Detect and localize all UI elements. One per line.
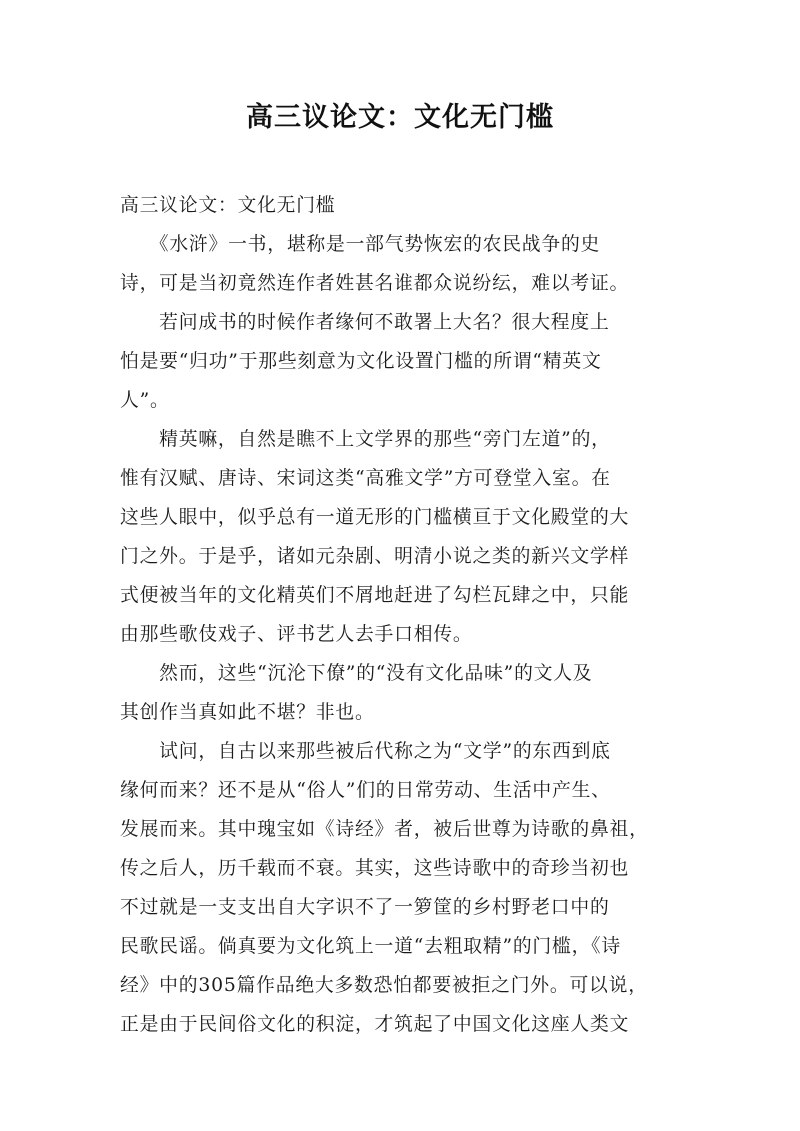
text-line: 诗，可是当初竟然连作者姓甚名谁都众说纷纭，难以考证。 (120, 273, 630, 294)
text-line: 精英嘛，自然是瞧不上文学界的那些“旁门左道”的， (120, 429, 611, 450)
text-line: 发展而来。其中瑰宝如《诗经》者，被后世尊为诗歌的鼻祖， (120, 819, 649, 840)
text-line: 经》中的305篇作品绝大多数恐怕都要被拒之门外。可以说， (120, 975, 648, 996)
text-line: 怕是要“归功”于那些刻意为文化设置门槛的所谓“精英文 (120, 351, 602, 372)
text-line: 传之后人，历千载而不衰。其实，这些诗歌中的奇珍当初也 (120, 858, 630, 879)
text-line: 这些人眼中，似乎总有一道无形的门槛横亘于文化殿堂的大 (120, 507, 630, 528)
text-line: 若问成书的时候作者缘何不敢署上大名？很大程度上 (120, 312, 610, 333)
text-line: 《水浒》一书，堪称是一部气势恢宏的农民战争的史 (120, 234, 601, 255)
text-line: 惟有汉赋、唐诗、宋词这类“高雅文学”方可登堂入室。在 (120, 468, 611, 489)
text-line: 正是由于民间俗文化的积淀，才筑起了中国文化这座人类文 (120, 1014, 630, 1035)
subtitle-line: 高三议论文：文化无门槛 (120, 195, 336, 216)
text-line: 人”。 (120, 390, 170, 411)
text-line: 试问，自古以来那些被后代称之为“文学”的东西到底 (120, 741, 611, 762)
text-line: 然而，这些“沉沦下僚”的“没有文化品味”的文人及 (120, 663, 593, 684)
document-body (120, 186, 682, 1044)
text-line: 民歌民谣。倘真要为文化筑上一道“去粗取精”的门槛，《诗 (120, 936, 621, 957)
text-line: 缘何而来？还不是从“俗人”们的日常劳动、生活中产生、 (120, 780, 611, 801)
text-line: 由那些歌伎戏子、评书艺人去手口相传。 (120, 624, 473, 645)
text-line: 不过就是一支支出自大字识不了一箩筐的乡村野老口中的 (120, 897, 610, 918)
text-line: 其创作当真如此不堪？非也。 (120, 702, 375, 723)
text-line: 式便被当年的文化精英们不屑地赶进了勾栏瓦肆之中，只能 (120, 585, 630, 606)
text-line: 门之外。于是乎，诸如元杂剧、明清小说之类的新兴文学样 (120, 546, 630, 567)
document-title: 高三议论文：文化无门槛 (246, 102, 554, 133)
